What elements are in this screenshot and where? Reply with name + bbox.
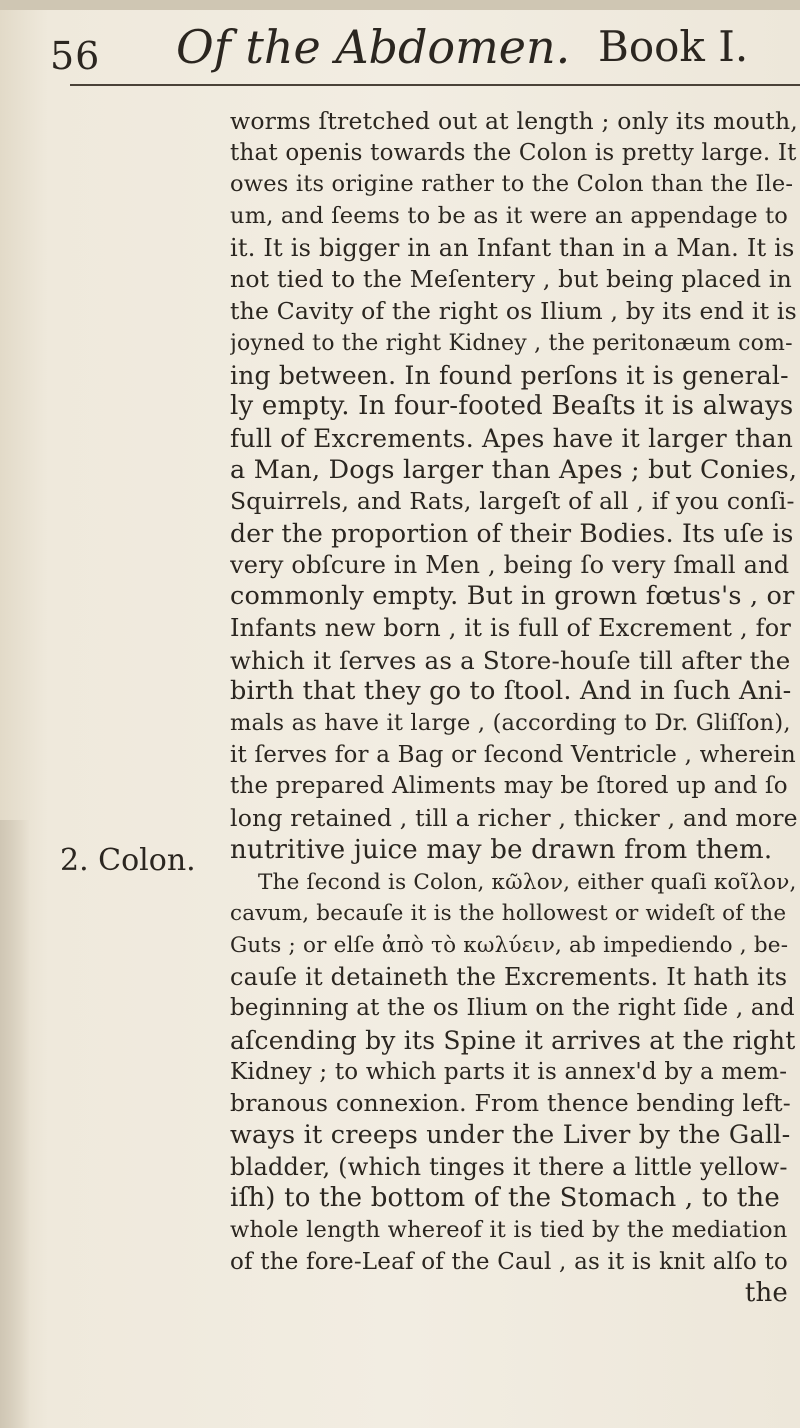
text-line: that openis towards the Colon is pretty large. It — [230, 139, 797, 166]
text-line: ly empty. In four-footed Beaſts it is always — [230, 391, 794, 422]
text-line: the Cavity of the right os Ilium , by its end it is — [230, 297, 797, 326]
page-number: 56 — [50, 34, 101, 78]
text-line: full of Excrements. Apes have it larger than — [230, 423, 793, 453]
text-line: ing between. In found perſons it is general- — [230, 360, 789, 390]
text-line: the prepared Aliments may be ſtored up and ſo — [230, 773, 788, 800]
text-line: Infants new born , it is full of Excrement , for — [230, 614, 792, 642]
text-line: long retained , till a richer , thicker , and more — [230, 804, 798, 833]
text-line: worms ſtretched out at length ; only its mouth, — [230, 107, 798, 135]
text-line: birth that they go to ſtool. And in ſuch Ani- — [230, 676, 792, 707]
text-line: Guts ; or elſe ἀπὸ τὸ κωλύειν, ab impediendo , be- — [230, 932, 789, 958]
text-line: Kidney ; to which parts it is annex'd by a mem- — [230, 1058, 788, 1085]
text-line: der the proportion of their Bodies. Its uſe is — [230, 518, 794, 548]
text-line: very obſcure in Men , being ſo very ſmall and — [230, 550, 790, 579]
text-line: Squirrels, and Rats, largeſt of all , if you conſi- — [230, 487, 795, 516]
page-top-edge — [0, 0, 800, 10]
text-line: mals as have it large , (according to Dr. Gliſſon), — [230, 710, 791, 737]
page-gutter-shadow — [0, 820, 30, 1428]
text-line: it. It is bigger in an Infant than in a Man. It is — [230, 233, 795, 262]
text-line: bladder, (which tinges it there a little yellow- — [230, 1152, 788, 1181]
text-line: ways it creeps under the Liver by the Gall- — [230, 1120, 791, 1150]
text-line: the — [744, 1278, 788, 1309]
text-line: owes its origine rather to the Colon than the Ile- — [230, 171, 794, 198]
page-header — [0, 14, 800, 78]
text-line: cauſe it detaineth the Excrements. It hath its — [230, 962, 788, 991]
text-line: beginning at the os Ilium on the right ſide , and — [230, 995, 795, 1022]
text-line: um, and ſeems to be as it were an appendage to — [230, 203, 789, 230]
text-line: which it ſerves as a Store-houſe till after the — [230, 645, 791, 675]
text-line: The ſecond is Colon, κῶλον, either quaſi κοῖλον, — [258, 869, 797, 895]
running-title: Of the Abdomen. — [176, 20, 571, 74]
margin-note: 2. Colon. — [60, 843, 196, 878]
text-line: not tied to the Meſentery , but being placed in — [230, 265, 792, 294]
body-text — [230, 106, 798, 1310]
text-line: joyned to the right Kidney , the peritonæum com- — [230, 330, 793, 356]
text-line: of the fore-Leaf of the Caul , as it is knit alſo to — [230, 1248, 788, 1275]
header-rule — [70, 84, 800, 86]
text-line: aſcending by its Spine it arrives at the right — [230, 1025, 796, 1055]
text-line: nutritive juice may be drawn from them. — [230, 834, 773, 865]
text-line: it ſerves for a Bag or ſecond Ventricle , wherein — [230, 741, 796, 768]
text-line: branous connexion. From thence bending left- — [230, 1089, 791, 1118]
book-label: Book I. — [598, 22, 749, 71]
text-line: iſh) to the bottom of the Stomach , to the — [230, 1183, 780, 1214]
text-line: a Man, Dogs larger than Apes ; but Conies, — [230, 454, 798, 485]
text-line: whole length whereof it is tied by the mediation — [230, 1217, 788, 1244]
text-line: cavum, becauſe it is the hollowest or wideſt of the — [230, 901, 787, 927]
text-line: commonly empty. But in grown fœtus's , or — [230, 581, 795, 612]
